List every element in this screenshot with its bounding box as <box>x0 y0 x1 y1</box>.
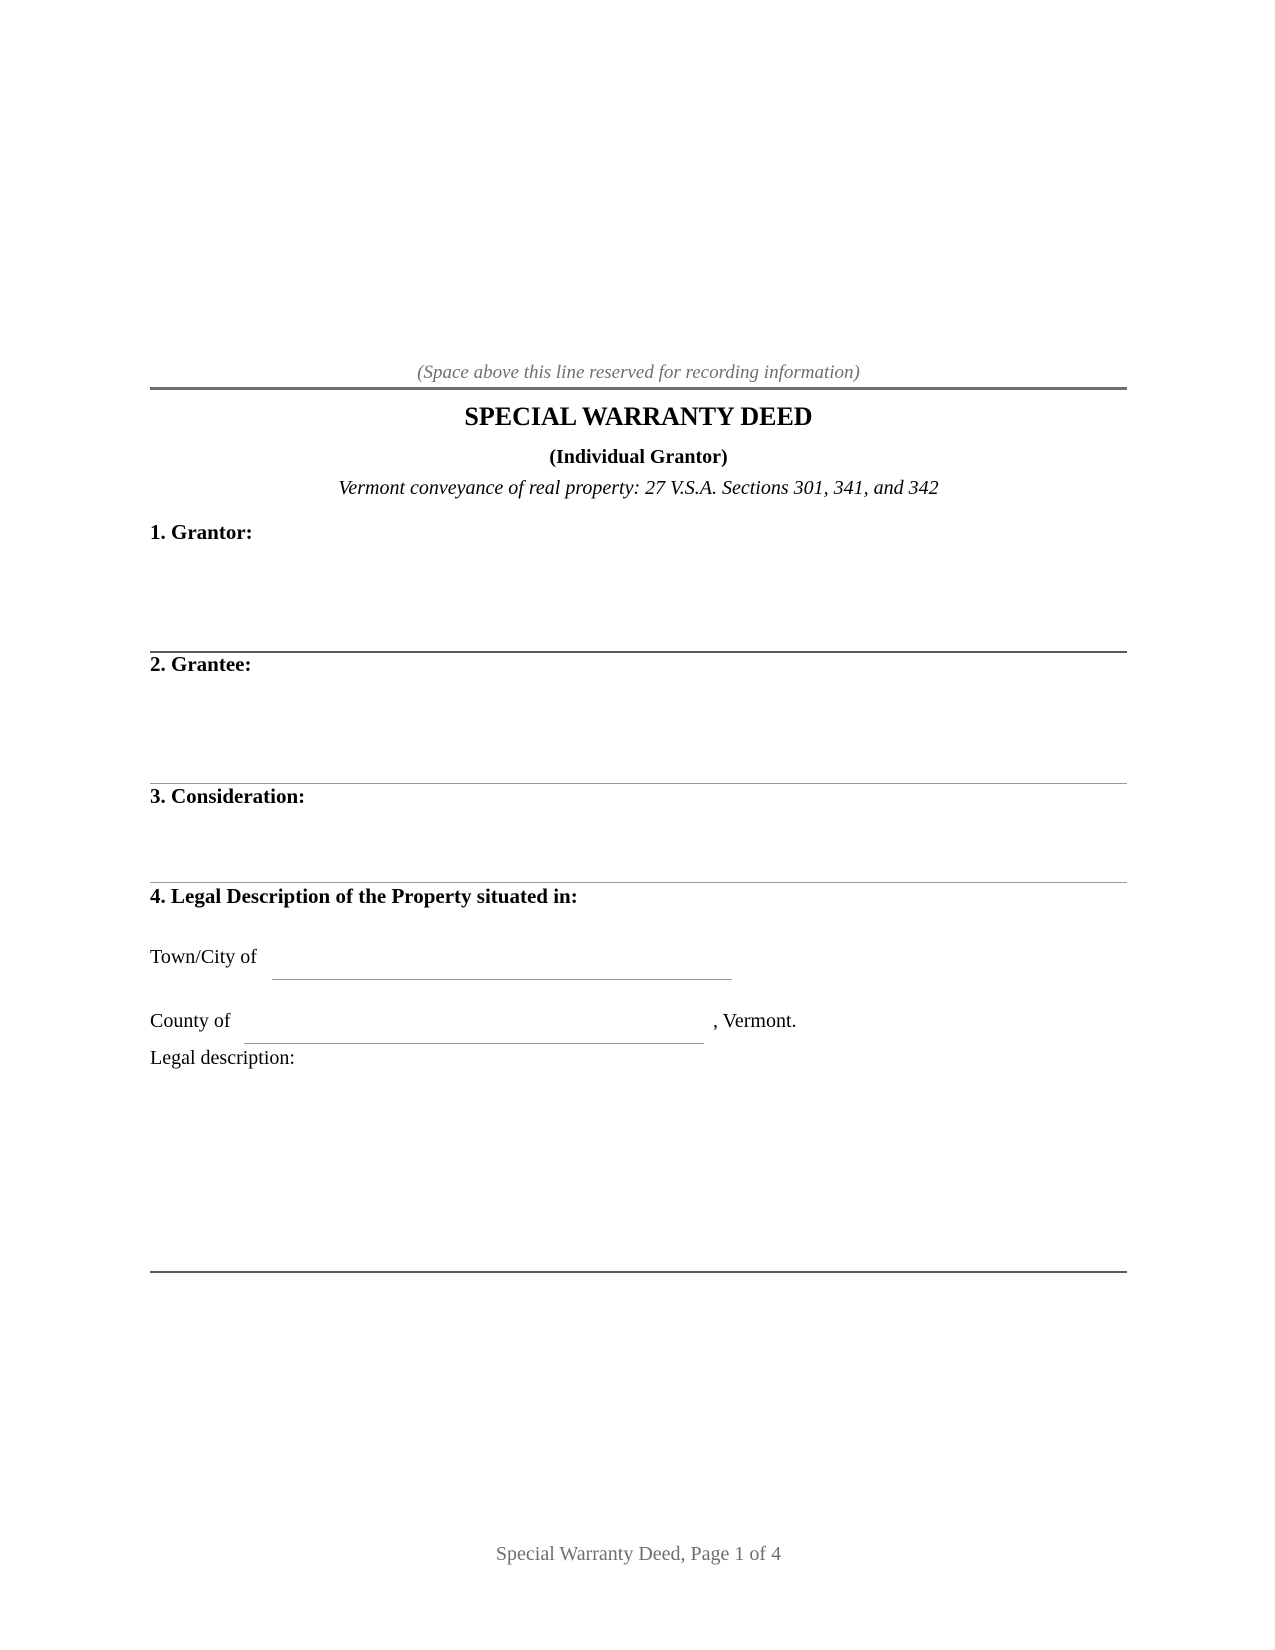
legal-description-fill-line[interactable] <box>150 1271 1127 1273</box>
document-subtitle: (Individual Grantor) <box>549 446 728 468</box>
legal-description-label: Legal description: <box>150 1047 295 1069</box>
grantor-fill-line[interactable] <box>150 651 1127 653</box>
recording-divider <box>150 387 1127 390</box>
document-title: SPECIAL WARRANTY DEED <box>464 402 813 431</box>
county-field[interactable] <box>244 1043 704 1044</box>
consideration-heading: 3. Consideration: <box>150 784 306 808</box>
grantor-heading: 1. Grantor: <box>150 520 253 544</box>
statute-reference: Vermont conveyance of real property: 27 V.S.A. Sections 301, 341, and 342 <box>338 477 939 499</box>
town-city-label: Town/City of <box>150 946 257 968</box>
town-city-field[interactable] <box>272 979 732 980</box>
recording-space-note: (Space above this line reserved for recording information) <box>417 362 860 383</box>
county-label: County of <box>150 1010 231 1032</box>
grantee-heading: 2. Grantee: <box>150 652 252 676</box>
legal-description-heading: 4. Legal Description of the Property situated in: <box>150 884 578 908</box>
county-state-suffix: , Vermont. <box>713 1010 797 1032</box>
page-footer: Special Warranty Deed, Page 1 of 4 <box>495 1543 782 1565</box>
